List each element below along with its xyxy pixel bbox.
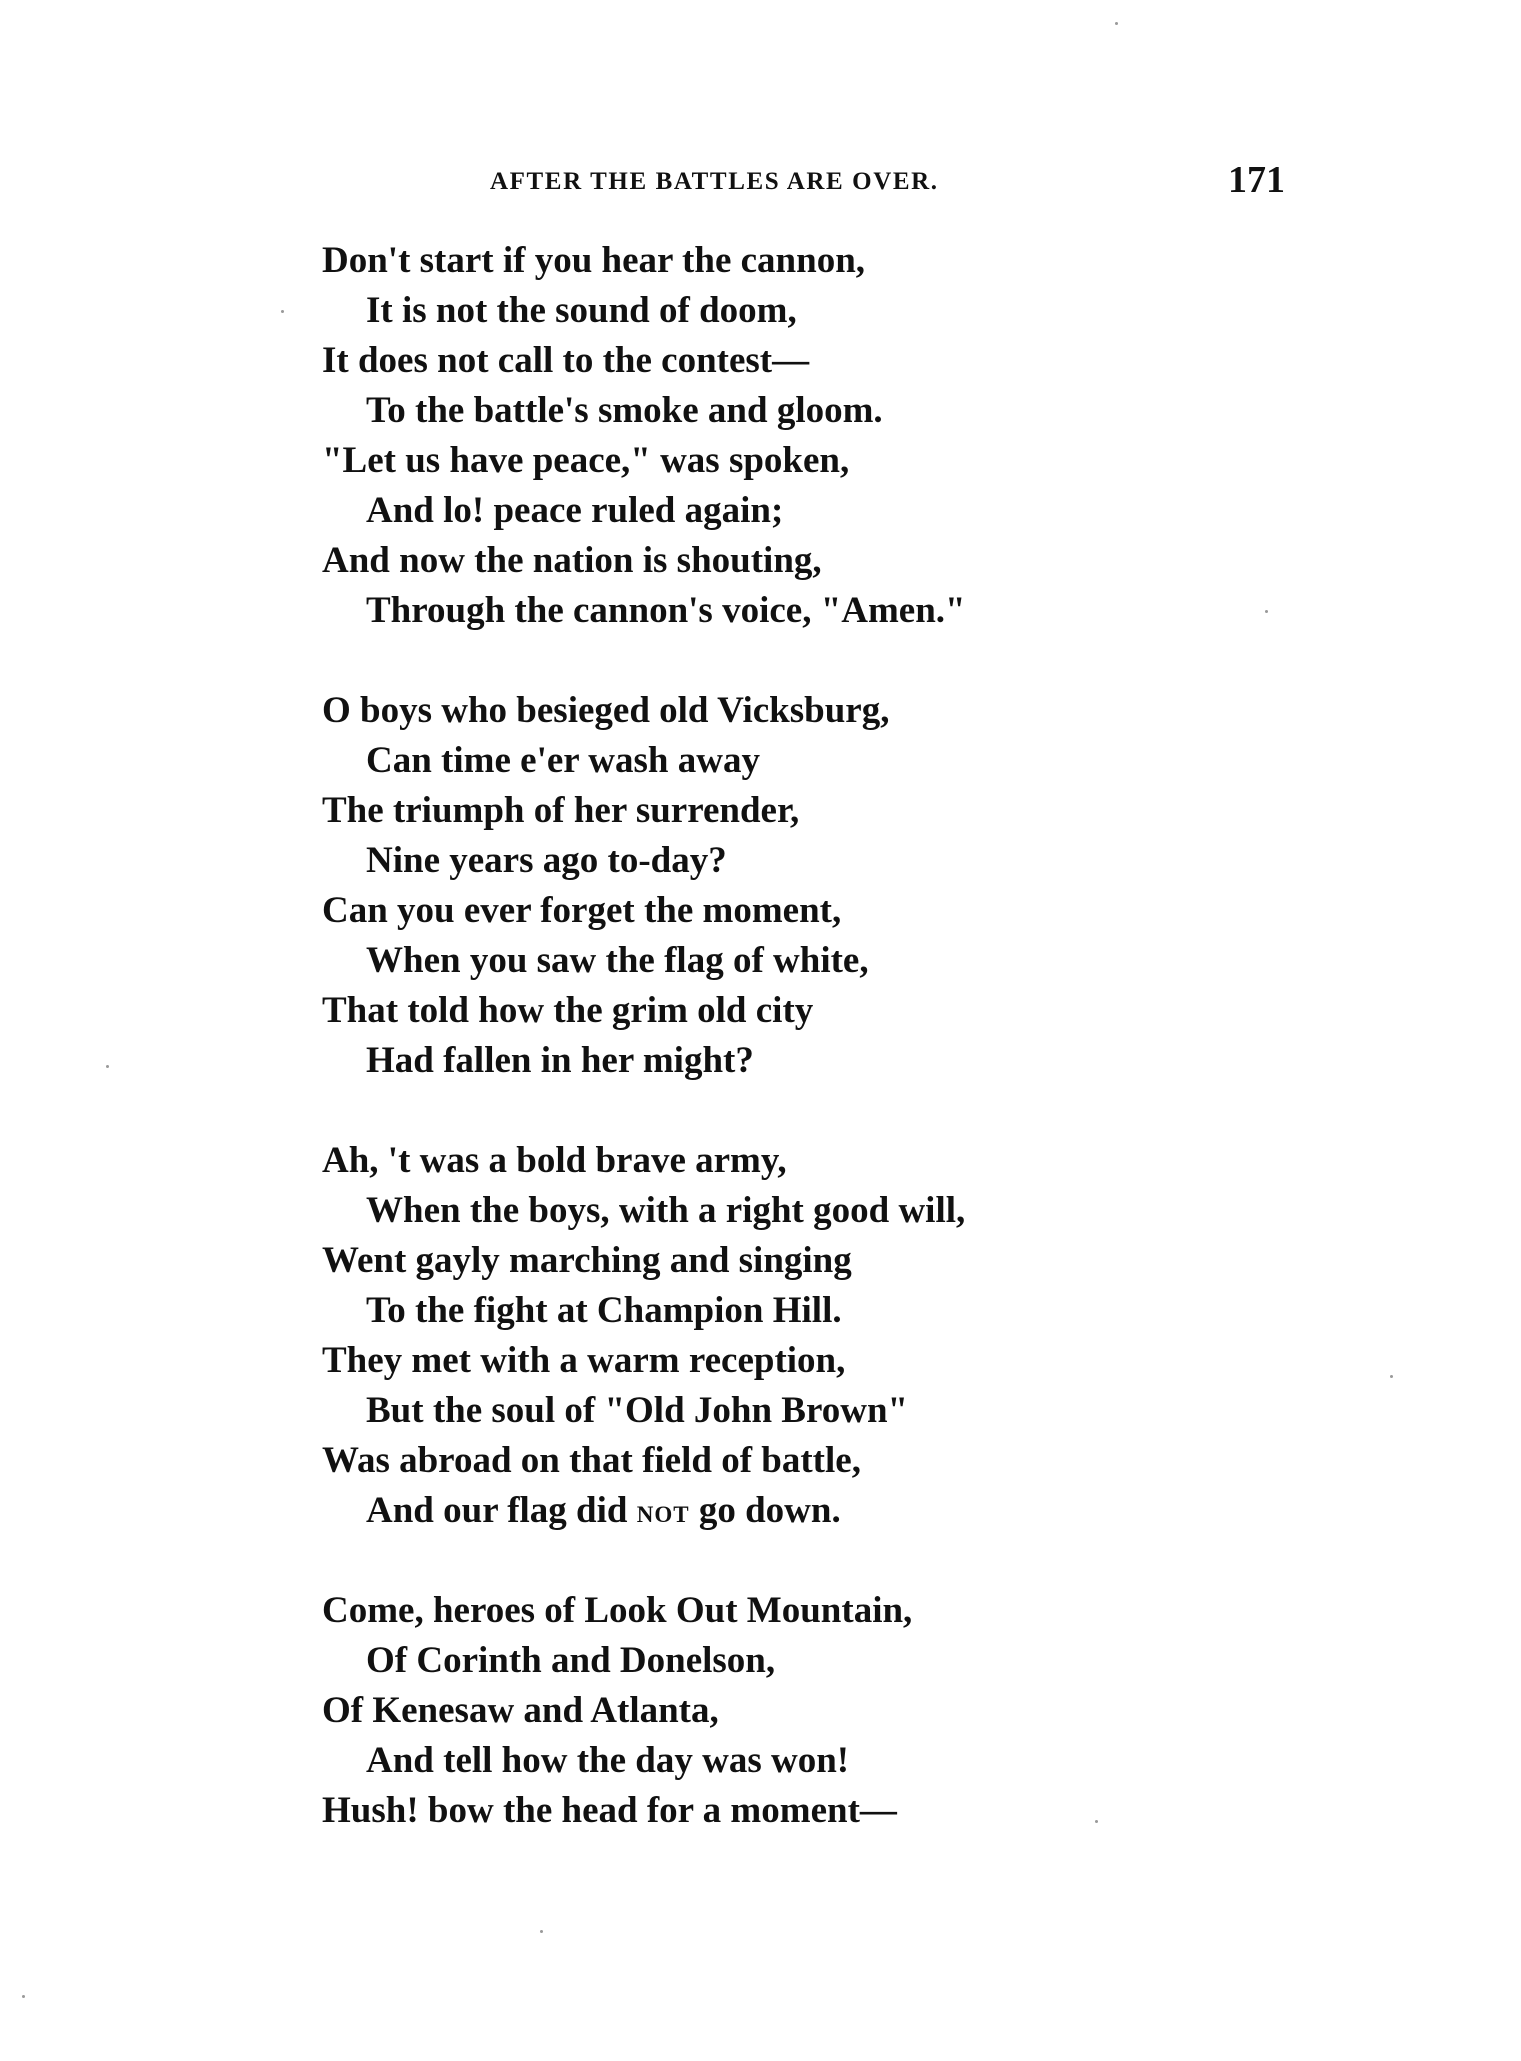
page-header (490, 160, 1285, 210)
scan-speck (281, 310, 284, 313)
poem-line: Was abroad on that field of battle, (322, 1440, 861, 1481)
scan-speck (106, 1065, 109, 1068)
stanza-2 (322, 686, 1322, 1086)
poem-line: When you saw the flag of white, (366, 940, 869, 981)
scan-speck (540, 1930, 543, 1933)
poem-line: It is not the sound of doom, (366, 290, 797, 331)
stanza-4 (322, 1586, 1322, 1836)
smallcaps-emphasis: NOT (636, 1502, 690, 1527)
scan-speck (22, 1995, 25, 1998)
poem-line: It does not call to the contest— (322, 340, 810, 381)
poem-line: When the boys, with a right good will, (366, 1190, 966, 1231)
poem-line: Nine years ago to-day? (366, 840, 727, 881)
poem-line: Went gayly marching and singing (322, 1240, 852, 1281)
scan-speck (1265, 610, 1268, 613)
poem-line: To the battle's smoke and gloom. (366, 390, 883, 431)
poem-line: "Let us have peace," was spoken, (322, 440, 850, 481)
scan-speck (1115, 22, 1118, 25)
poem (322, 236, 1322, 1836)
poem-line: And tell how the day was won! (366, 1740, 850, 1781)
poem-line: They met with a warm reception, (322, 1340, 846, 1381)
poem-line: Come, heroes of Look Out Mountain, (322, 1590, 913, 1631)
poem-line: The triumph of her surrender, (322, 790, 800, 831)
stanza-1 (322, 236, 1322, 636)
poem-line: And now the nation is shouting, (322, 540, 822, 581)
scan-speck (1390, 1375, 1393, 1378)
poem-line-text: go down. (689, 1490, 841, 1531)
poem-line: Can time e'er wash away (366, 740, 760, 781)
poem-line: Had fallen in her might? (366, 1040, 754, 1081)
stanza-3 (322, 1136, 1322, 1536)
poem-line: Through the cannon's voice, "Amen." (366, 590, 966, 631)
poem-line: Hush! bow the head for a moment— (322, 1790, 897, 1831)
poem-line: To the fight at Champion Hill. (366, 1290, 842, 1331)
page-number: 171 (1228, 159, 1285, 201)
scan-speck (1095, 1820, 1098, 1823)
poem-line: But the soul of "Old John Brown" (366, 1390, 909, 1431)
running-head: AFTER THE BATTLES ARE OVER. (490, 168, 939, 195)
poem-line: Of Kenesaw and Atlanta, (322, 1690, 719, 1731)
poem-line: Can you ever forget the moment, (322, 890, 842, 931)
poem-line: That told how the grim old city (322, 990, 814, 1031)
poem-line: Of Corinth and Donelson, (366, 1640, 776, 1681)
poem-line: Don't start if you hear the cannon, (322, 240, 866, 281)
poem-line-text: And our flag did (366, 1490, 637, 1531)
poem-line: And lo! peace ruled again; (366, 490, 784, 531)
poem-line: Ah, 't was a bold brave army, (322, 1140, 787, 1181)
poem-line (322, 1486, 1322, 1536)
poem-line: O boys who besieged old Vicksburg, (322, 690, 890, 731)
